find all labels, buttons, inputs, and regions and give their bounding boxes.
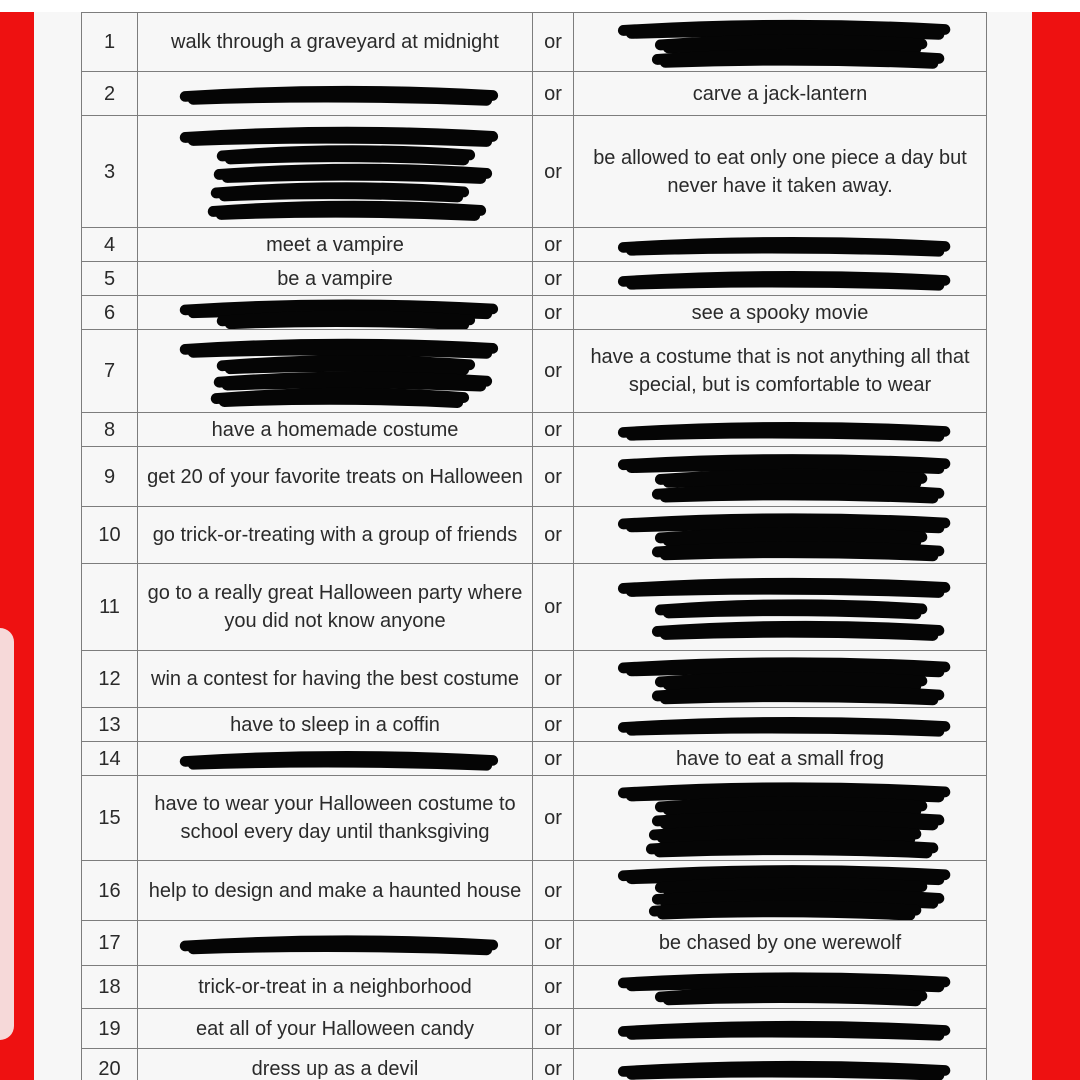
option-a-cell xyxy=(138,1049,533,1080)
scribble-stroke xyxy=(623,460,944,469)
worksheet-page xyxy=(34,12,1032,1080)
or-label-text: or xyxy=(544,807,562,829)
row-number-cell xyxy=(82,228,138,262)
scribble-stroke xyxy=(657,626,938,635)
scribble-stroke xyxy=(623,663,944,672)
table-row xyxy=(82,413,987,447)
option-a-cell xyxy=(138,507,533,564)
or-label-cell xyxy=(533,330,574,413)
or-label-cell xyxy=(533,966,574,1009)
scribble-stroke xyxy=(660,802,921,811)
scribble-stroke xyxy=(185,344,492,353)
option-b-text: see a spooky movie xyxy=(691,301,869,324)
scribble-stroke xyxy=(657,489,938,498)
redaction-scribble xyxy=(138,72,532,115)
scribble-stroke xyxy=(222,316,469,325)
redaction-scribble xyxy=(138,330,532,412)
row-number-text: 6 xyxy=(103,301,116,324)
redaction-scribble xyxy=(574,776,986,860)
scribble-stroke xyxy=(657,54,938,63)
option-b-cell xyxy=(574,228,987,262)
table-row xyxy=(82,861,987,921)
or-label-cell xyxy=(533,13,574,72)
option-a-cell xyxy=(138,1009,533,1049)
redaction-scribble xyxy=(138,921,532,965)
or-label-text: or xyxy=(544,160,562,183)
row-number-text: 14 xyxy=(98,747,121,770)
option-b-text: carve a jack-lantern xyxy=(692,82,868,105)
option-b-cell xyxy=(574,72,987,116)
table-row xyxy=(82,1009,987,1049)
scribble-stroke xyxy=(213,206,480,215)
table-row xyxy=(82,708,987,742)
or-label-cell xyxy=(533,296,574,330)
row-number-cell xyxy=(82,564,138,651)
row-number-cell xyxy=(82,72,138,116)
or-label-text: or xyxy=(544,932,562,954)
scribble-stroke xyxy=(219,377,486,386)
option-b-cell xyxy=(574,776,987,861)
or-label-cell xyxy=(533,564,574,651)
row-number-text: 8 xyxy=(103,418,116,441)
redaction-scribble xyxy=(574,564,986,650)
table-row xyxy=(82,262,987,296)
option-b-cell xyxy=(574,1049,987,1080)
scribble-stroke xyxy=(654,830,915,839)
option-b-text: have a costume that is not anything all that special, but is comfortable to wear xyxy=(590,346,970,396)
scribble-stroke xyxy=(660,605,921,614)
scribble-stroke xyxy=(185,132,492,141)
option-a-cell xyxy=(138,776,533,861)
scribble-stroke xyxy=(651,844,932,853)
option-a-text: go to a really great Halloween party where you did not know anyone xyxy=(147,582,523,632)
scribble-stroke xyxy=(623,276,944,285)
table-row xyxy=(82,651,987,708)
or-label-text: or xyxy=(544,82,562,105)
redaction-scribble xyxy=(574,708,986,741)
scribble-stroke xyxy=(623,25,944,34)
or-label-cell xyxy=(533,116,574,228)
option-b-cell xyxy=(574,708,987,742)
option-a-text: be a vampire xyxy=(277,267,393,290)
redaction-scribble xyxy=(138,296,532,329)
row-number-text: 13 xyxy=(98,713,121,736)
redaction-scribble xyxy=(574,966,986,1008)
option-b-cell xyxy=(574,651,987,708)
option-a-cell xyxy=(138,742,533,776)
scribble-stroke xyxy=(660,474,921,483)
option-a-cell xyxy=(138,330,533,413)
row-number-text: 3 xyxy=(103,160,116,183)
row-number-cell xyxy=(82,447,138,507)
or-label-cell xyxy=(533,413,574,447)
table-row xyxy=(82,116,987,228)
option-a-text: help to design and make a haunted house xyxy=(148,879,522,902)
scribble-stroke xyxy=(623,427,944,436)
scribble-stroke xyxy=(623,978,944,987)
scribble-stroke xyxy=(623,722,944,731)
option-b-cell xyxy=(574,966,987,1009)
row-number-text: 20 xyxy=(98,1057,121,1080)
option-a-text: have to sleep in a coffin xyxy=(230,713,440,736)
row-number-text: 5 xyxy=(103,267,116,290)
option-b-cell xyxy=(574,447,987,507)
row-number-cell xyxy=(82,966,138,1009)
or-label-text: or xyxy=(544,233,562,256)
scribble-stroke xyxy=(185,305,492,314)
option-a-cell xyxy=(138,921,533,966)
or-label-cell xyxy=(533,921,574,966)
row-number-cell xyxy=(82,296,138,330)
or-label-text: or xyxy=(544,418,562,441)
row-number-text: 10 xyxy=(98,524,121,546)
table-row xyxy=(82,330,987,413)
row-number-text: 9 xyxy=(103,465,116,488)
or-label-cell xyxy=(533,72,574,116)
redaction-scribble xyxy=(138,742,532,775)
option-a-cell xyxy=(138,564,533,651)
option-b-cell xyxy=(574,330,987,413)
row-number-cell xyxy=(82,413,138,447)
row-number-cell xyxy=(82,330,138,413)
row-number-cell xyxy=(82,1009,138,1049)
would-you-rather-table xyxy=(81,12,987,1080)
scribble-stroke xyxy=(660,992,921,1001)
scribble-stroke xyxy=(216,188,463,197)
or-label-cell xyxy=(533,651,574,708)
or-label-text: or xyxy=(544,976,562,998)
option-a-text: eat all of your Halloween candy xyxy=(196,1017,474,1040)
option-a-text: walk through a graveyard at midnight xyxy=(171,31,499,53)
option-a-cell xyxy=(138,708,533,742)
scribble-stroke xyxy=(185,91,492,100)
row-number-text: 17 xyxy=(98,932,121,954)
row-number-cell xyxy=(82,861,138,921)
or-label-text: or xyxy=(544,465,562,488)
scribble-stroke xyxy=(654,906,915,915)
or-label-text: or xyxy=(544,31,562,53)
row-number-text: 1 xyxy=(103,31,116,53)
row-number-text: 16 xyxy=(98,879,121,902)
redaction-scribble xyxy=(138,116,532,227)
scribble-stroke xyxy=(660,677,921,686)
option-a-cell xyxy=(138,651,533,708)
option-b-cell xyxy=(574,861,987,921)
option-a-cell xyxy=(138,413,533,447)
table-row xyxy=(82,228,987,262)
or-label-text: or xyxy=(544,360,562,382)
option-b-cell xyxy=(574,921,987,966)
option-b-cell xyxy=(574,296,987,330)
row-number-cell xyxy=(82,13,138,72)
row-number-text: 15 xyxy=(98,807,121,829)
scribble-stroke xyxy=(185,756,492,765)
option-b-cell xyxy=(574,262,987,296)
or-label-cell xyxy=(533,742,574,776)
or-label-cell xyxy=(533,228,574,262)
row-number-cell xyxy=(82,1049,138,1080)
side-panel-tab[interactable] xyxy=(0,628,14,1040)
or-label-cell xyxy=(533,507,574,564)
redaction-scribble xyxy=(574,228,986,261)
option-a-text: dress up as a devil xyxy=(251,1057,419,1080)
or-label-text: or xyxy=(544,1017,562,1040)
or-label-text: or xyxy=(544,267,562,290)
option-a-cell xyxy=(138,262,533,296)
table-row xyxy=(82,507,987,564)
scribble-stroke xyxy=(623,1066,944,1075)
redaction-scribble xyxy=(574,651,986,707)
row-number-cell xyxy=(82,651,138,708)
row-number-text: 4 xyxy=(103,233,116,256)
table-row xyxy=(82,447,987,507)
scribble-stroke xyxy=(657,894,938,903)
option-b-text: be allowed to eat only one piece a day but never have it taken away. xyxy=(593,146,967,197)
option-a-cell xyxy=(138,13,533,72)
option-a-text: win a contest for having the best costume xyxy=(151,668,519,690)
scribble-stroke xyxy=(219,169,486,178)
scribble-stroke xyxy=(623,519,944,528)
row-number-cell xyxy=(82,708,138,742)
or-label-text: or xyxy=(544,713,562,736)
scribble-stroke xyxy=(657,547,938,556)
or-label-cell xyxy=(533,262,574,296)
or-label-cell xyxy=(533,447,574,507)
option-a-text: meet a vampire xyxy=(266,233,404,256)
option-a-cell xyxy=(138,296,533,330)
row-number-cell xyxy=(82,921,138,966)
scribble-stroke xyxy=(623,242,944,251)
scribble-stroke xyxy=(657,816,938,825)
top-bar xyxy=(0,0,1080,12)
option-b-cell xyxy=(574,507,987,564)
row-number-text: 7 xyxy=(103,360,116,382)
table-row xyxy=(82,13,987,72)
option-b-cell xyxy=(574,742,987,776)
option-a-text: go trick-or-treating with a group of friends xyxy=(152,524,518,546)
option-a-cell xyxy=(138,72,533,116)
row-number-text: 2 xyxy=(103,82,116,105)
option-a-cell xyxy=(138,447,533,507)
row-number-text: 11 xyxy=(99,596,120,618)
or-label-text: or xyxy=(544,1057,562,1080)
or-label-text: or xyxy=(544,596,562,618)
scribble-stroke xyxy=(222,361,469,370)
option-b-cell xyxy=(574,13,987,72)
table-row xyxy=(82,776,987,861)
option-a-text: have a homemade costume xyxy=(211,418,459,441)
table-row xyxy=(82,296,987,330)
scribble-stroke xyxy=(657,691,938,700)
or-label-cell xyxy=(533,1009,574,1049)
scribble-stroke xyxy=(623,871,944,880)
scribble-stroke xyxy=(185,941,492,950)
or-label-text: or xyxy=(544,301,562,324)
redaction-scribble xyxy=(574,413,986,446)
option-b-cell xyxy=(574,116,987,228)
table-row xyxy=(82,966,987,1009)
table-row xyxy=(82,564,987,651)
option-b-cell xyxy=(574,413,987,447)
option-a-cell xyxy=(138,228,533,262)
row-number-cell xyxy=(82,116,138,228)
redaction-scribble xyxy=(574,507,986,563)
scribble-stroke xyxy=(222,151,469,160)
option-a-text: have to wear your Halloween costume to school every day until thanksgiving xyxy=(154,793,516,843)
or-label-text: or xyxy=(544,747,562,770)
redaction-scribble xyxy=(574,861,986,920)
row-number-cell xyxy=(82,507,138,564)
or-label-cell xyxy=(533,708,574,742)
table-row xyxy=(82,72,987,116)
table-row xyxy=(82,921,987,966)
option-a-text: trick-or-treat in a neighborhood xyxy=(198,976,472,998)
redaction-scribble xyxy=(574,447,986,506)
scribble-stroke xyxy=(623,583,944,592)
or-label-cell xyxy=(533,861,574,921)
scribble-stroke xyxy=(660,40,921,49)
option-a-text: get 20 of your favorite treats on Halloween xyxy=(147,465,523,488)
option-b-cell xyxy=(574,564,987,651)
row-number-text: 19 xyxy=(98,1017,121,1040)
redaction-scribble xyxy=(574,1009,986,1048)
or-label-text: or xyxy=(544,524,562,546)
option-a-cell xyxy=(138,116,533,228)
option-b-cell xyxy=(574,1009,987,1049)
option-a-cell xyxy=(138,966,533,1009)
redaction-scribble xyxy=(574,1049,986,1080)
or-label-text: or xyxy=(544,668,562,690)
row-number-text: 12 xyxy=(98,668,121,690)
row-number-cell xyxy=(82,742,138,776)
scribble-stroke xyxy=(623,1026,944,1035)
scribble-stroke xyxy=(216,393,463,402)
table-row xyxy=(82,1049,987,1080)
or-label-cell xyxy=(533,1049,574,1080)
scribble-stroke xyxy=(660,882,921,891)
scribble-stroke xyxy=(660,533,921,542)
redaction-scribble xyxy=(574,13,986,71)
option-b-text: have to eat a small frog xyxy=(676,747,884,770)
row-number-cell xyxy=(82,776,138,861)
table-row xyxy=(82,742,987,776)
or-label-text: or xyxy=(544,879,562,902)
or-label-cell xyxy=(533,776,574,861)
row-number-cell xyxy=(82,262,138,296)
row-number-text: 18 xyxy=(98,976,121,998)
option-b-text: be chased by one werewolf xyxy=(658,932,902,954)
redaction-scribble xyxy=(574,262,986,295)
option-a-cell xyxy=(138,861,533,921)
scribble-stroke xyxy=(623,788,944,797)
